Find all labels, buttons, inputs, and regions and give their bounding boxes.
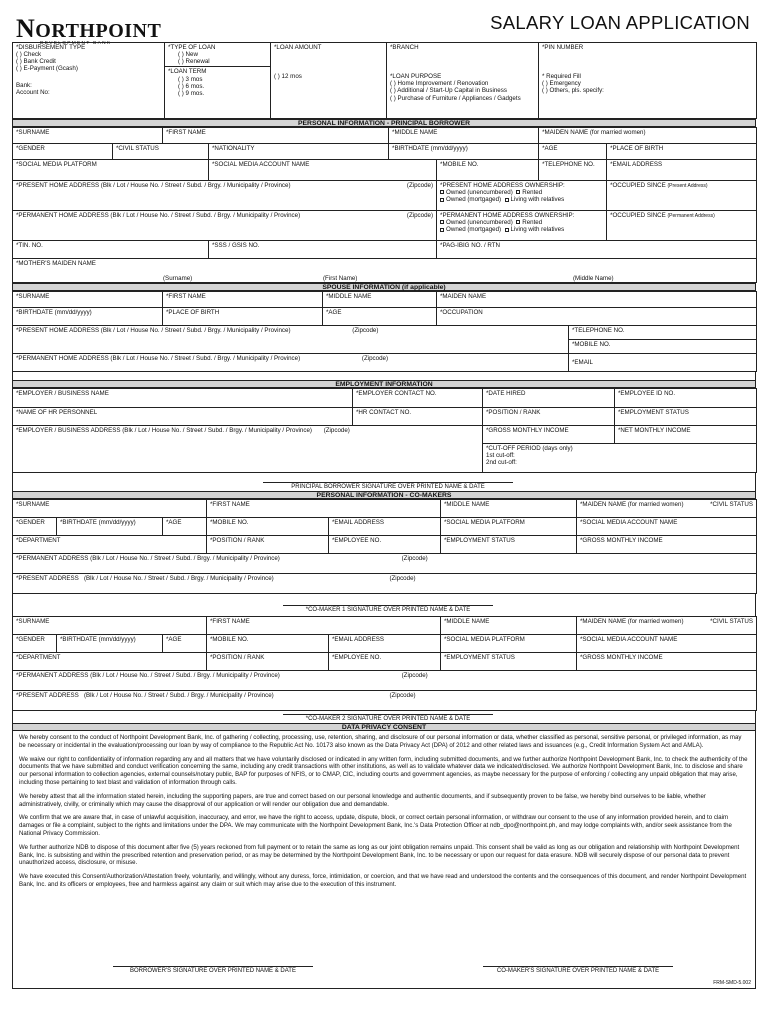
comaker2-department-field[interactable]: *DEPARTMENT [13,653,207,671]
gender-field[interactable]: *GENDER [13,144,113,160]
present-address-field[interactable]: *PRESENT HOME ADDRESS (Blk / Lot / House No. / Street / Subd. / Brgy. / Municipality / Province) (Zipcode) [13,181,437,211]
form-header [12,10,758,46]
sss-field[interactable]: *SSS / GSIS NO. [209,241,437,259]
privacy-paragraph: We further authorize NDB to dispose of this document after five (5) years reckoned from full payment or to retain the same as long as our joint obligation remains unpaid. This consent shall be valid as long as our obligation and relationship with Northpoint Development Bank, Inc. is subsisting and within the prescribed retention and preservation period, or as may be determined by the Northpoint Development Bank, Inc. to be necessary or upon our request for data erasure. NDB will securely dispose of our personal data to prevent unauthorized access, disclosure, or misuse. [19,843,740,867]
comaker1-signature-line[interactable]: *CO-MAKER 1 SIGNATURE OVER PRINTED NAME & DATE [283,605,493,614]
comaker2-social-account-field[interactable]: *SOCIAL MEDIA ACCOUNT NAME [577,635,757,653]
owned-unencumbered-checkbox[interactable] [440,190,444,194]
owned-mortgaged-checkbox[interactable] [440,198,444,202]
maiden-name-field[interactable]: *MAIDEN NAME (for married women) [539,128,757,144]
comaker1-present-address-field[interactable]: *PRESENT ADDRESS (Blk / Lot / House No. / Street / Subd. / Brgy. / Municipality / Province) (Zipcode) [13,574,757,594]
comaker1-department-field[interactable]: *DEPARTMENT [13,536,207,554]
birthdate-field[interactable]: *BIRTHDATE (mm/dd/yyyy) [389,144,539,160]
account-no-field[interactable]: Account No: [16,88,50,96]
purpose-home-option[interactable]: ( ) Home Improvement / Renovation [390,80,489,88]
employer-contact-field[interactable]: *EMPLOYER CONTACT NO. [353,389,483,408]
logo-text: ORTHPOINT [35,20,162,42]
comaker1-signature-area [12,594,756,616]
bank-field[interactable]: Bank: [16,81,32,89]
employer-name-field[interactable]: *EMPLOYER / BUSINESS NAME [13,389,353,408]
spouse-birthdate-field[interactable]: *BIRTHDATE (mm/dd/yyyy) [13,308,163,326]
purpose-business-option[interactable]: ( ) Additional / Start-Up Capital in Business [390,87,507,95]
spouse-phone-field[interactable] [569,326,757,354]
principal-signature-line[interactable]: PRINCIPAL BORROWER SIGNATURE OVER PRINTED NAME & DATE [263,482,513,491]
spouse-occupation-field[interactable]: *OCCUPATION [437,308,757,326]
spacer [12,372,756,380]
employment-section-title: EMPLOYMENT INFORMATION [12,380,756,388]
perm-owned-unencumbered-checkbox[interactable] [440,220,444,224]
privacy-paragraph: We confirm that we are aware that, in case of unlawful acquisition, inaccuracy, and error, we have the right to access, update, dispute, block, or correct certain personal information, or withdraw our consent to the use of any information provided herein, and to claim damages or file a complaint, subject to the rights and limitations under the DPA. We may communicate with the Northpoint Development Bank, Inc.'s Data Protection Officer at ndb_dpo@northpoint.ph, and may lodge complaints with, and/or seek assistance from the National Privacy Commission. [19,814,732,837]
spouse-age-field[interactable]: *AGE [323,308,437,326]
comaker1-mobile-field[interactable]: *MOBILE NO. [207,518,329,536]
social-account-field[interactable]: *SOCIAL MEDIA ACCOUNT NAME [209,160,437,181]
logo-subtext: DEVELOPMENT BANK [40,41,112,46]
comaker2-birthdate-field[interactable]: *BIRTHDATE (mm/dd/yyyy) [57,635,163,653]
logo-initial: N [16,14,36,43]
bank-logo [16,16,161,47]
purpose-others-option[interactable]: ( ) Others, pls. specify: [542,87,604,95]
spouse-maiden-name-field[interactable]: *MAIDEN NAME [437,292,757,308]
hr-contact-field[interactable]: *HR CONTACT NO. [353,408,483,426]
comaker2-maiden-civil-field[interactable]: *MAIDEN NAME (for married women) *CIVIL STATUS [577,617,757,635]
middle-name-field[interactable]: *MIDDLE NAME [389,128,539,144]
privacy-paragraph: We hereby consent to the conduct of Northpoint Development Bank, Inc. of gathering / collecting, processing, use, retention, sharing, and disclosure of our personal information or data, whether classified as personal, sensitive personal, or privileged information, as may be necessary or incidental in the evaluation/processing our loan by way of compliance to the Republic Act No. 10173 also known as the Data Privacy Act (DPA) of 2012 and other related laws and issuances (e.g., Credit Information System Act and AMLA). [19,734,742,749]
employment-status-field[interactable]: *EMPLOYMENT STATUS [615,408,757,426]
nationality-field[interactable]: *NATIONALITY [209,144,389,160]
renewal-option[interactable]: ( ) Renewal [178,58,210,66]
perm-living-relatives-checkbox[interactable] [505,228,509,232]
comaker2-employee-no-field[interactable]: *EMPLOYEE NO. [329,653,441,671]
date-hired-field[interactable]: *DATE HIRED [483,389,615,408]
comaker2-signature-area [12,711,756,723]
age-field[interactable]: *AGE [539,144,607,160]
pin-number-field[interactable]: *PIN NUMBER * Required Fill ( ) Emergency ( ) Others, pls. specify: [539,43,757,119]
comaker2-mobile-field[interactable]: *MOBILE NO. [207,635,329,653]
comaker2-permanent-address-field[interactable]: *PERMANENT ADDRESS (Blk / Lot / House No. / Street / Subd. / Brgy. / Municipality / Province) (Zipcode) [13,671,757,691]
comaker1-social-platform-field[interactable]: *SOCIAL MEDIA PLATFORM [441,518,577,536]
comaker1-middle-name-field[interactable]: *MIDDLE NAME [441,500,577,518]
spouse-permanent-address-field[interactable]: *PERMANENT HOME ADDRESS (Blk / Lot / House No. / Street / Subd. / Brgy. / Municipality / Province) (Zipcode) [13,354,569,372]
place-of-birth-field[interactable]: *PLACE OF BIRTH [607,144,757,160]
employment-section [12,388,757,473]
comaker2-social-platform-field[interactable]: *SOCIAL MEDIA PLATFORM [441,635,577,653]
comaker2-first-name-field[interactable]: *FIRST NAME [207,617,441,635]
spouse-mobile-field[interactable]: *MOBILE NO. [569,339,756,348]
comaker2-present-address-field[interactable]: *PRESENT ADDRESS (Blk / Lot / House No. / Street / Subd. / Brgy. / Municipality / Province) (Zipcode) [13,691,757,711]
mothers-maiden-name-field[interactable]: *MOTHER'S MAIDEN NAME (Surname) (First Name) (Middle Name) [13,259,757,283]
privacy-paragraph: We have executed this Consent/Authorization/Attestation freely, voluntarily, and willingly, without any duress, force, intimidation, or coercion, and that we have read and understood the contents and the consequences of this document, and render Northpoint Development Bank, Inc. and its officers or employees, free and harmless against any claim or suit which may arise due to the execution of this instrument. [19,873,747,888]
data-privacy-consent [12,731,756,989]
comaker2-surname-field[interactable]: *SURNAME [13,617,207,635]
comaker-section-title: PERSONAL INFORMATION - CO-MAKERS [12,491,756,499]
comaker-signature-line[interactable]: CO-MAKER'S SIGNATURE OVER PRINTED NAME & DATE [483,966,673,976]
comaker2-middle-name-field[interactable]: *MIDDLE NAME [441,617,577,635]
surname-field[interactable]: *SURNAME [13,128,163,144]
permanent-address-field[interactable]: *PERMANENT HOME ADDRESS (Blk / Lot / House No. / Street / Subd. / Brgy. / Municipality / Province) (Zipcode) [13,211,437,241]
comaker1-employee-no-field[interactable]: *EMPLOYEE NO. [329,536,441,554]
social-platform-field[interactable]: *SOCIAL MEDIA PLATFORM [13,160,209,181]
check-option[interactable]: ( ) Check [16,51,42,59]
purpose-furniture-option[interactable]: ( ) Purchase of Furniture / Appliances / Gadgets [390,94,521,102]
net-income-field[interactable]: *NET MONTHLY INCOME [615,426,757,444]
comaker1-email-field[interactable]: *EMAIL ADDRESS [329,518,441,536]
term-3-option[interactable]: ( ) 3 mos [178,75,203,83]
spouse-present-address-field[interactable]: *PRESENT HOME ADDRESS (Blk / Lot / House No. / Street / Subd. / Brgy. / Municipality / Province) (Zipcode) [13,326,569,354]
term-6-option[interactable]: ( ) 6 mos. [178,82,205,90]
living-relatives-checkbox[interactable] [505,198,509,202]
telephone-field[interactable]: *TELEPHONE NO. [539,160,607,181]
comaker2-employment-status-field[interactable]: *EMPLOYMENT STATUS [441,653,577,671]
loan-details-section [12,42,757,119]
comaker1-social-account-field[interactable]: *SOCIAL MEDIA ACCOUNT NAME [577,518,757,536]
comaker1-maiden-civil-field[interactable]: *MAIDEN NAME (for married women) *CIVIL STATUS [577,500,757,518]
comaker1-birthdate-field[interactable]: *BIRTHDATE (mm/dd/yyyy) [57,518,163,536]
spouse-section-title: SPOUSE INFORMATION (if applicable) [12,283,756,291]
spouse-email-field[interactable]: *EMAIL [569,354,757,372]
first-name-field[interactable]: *FIRST NAME [163,128,389,144]
new-option[interactable]: ( ) New [178,51,198,59]
principal-signature-area [12,473,756,491]
comaker1-gender-field[interactable]: *GENDER [13,518,57,536]
comaker-2-section [12,616,757,711]
spouse-first-name-field[interactable]: *FIRST NAME [163,292,323,308]
comaker2-position-field[interactable]: *POSITION / RANK [207,653,329,671]
pagibig-field[interactable]: *PAG-IBIG NO. / RTN [437,241,757,259]
term-12-option[interactable]: ( ) 12 mos [274,73,302,81]
type-of-loan-field[interactable]: *TYPE OF LOAN ( ) New ( ) Renewal *LOAN TERM ( ) 3 mos ( ) 6 mos. ( ) 9 mos. [165,43,271,119]
occupied-since-present-field[interactable]: *OCCUPIED SINCE (Present Address) [607,181,757,211]
present-ownership-field[interactable]: *PRESENT HOME ADDRESS OWNERSHIP: Owned (unencumbered) Rented Owned (mortgaged) Living with relatives [437,181,607,211]
spouse-telephone-field[interactable]: *TELEPHONE NO. [572,327,625,334]
principal-borrower-section [12,127,757,283]
required-fill-note: * Required Fill [542,73,581,81]
principal-section-title: PERSONAL INFORMATION - PRINCIPAL BORROWER [12,119,756,127]
loan-amount-field[interactable]: *LOAN AMOUNT ( ) 12 mos [271,43,387,119]
comaker-1-section [12,499,757,594]
epayment-option[interactable]: ( ) E-Payment (Gcash) [16,65,78,73]
spouse-surname-field[interactable]: *SURNAME [13,292,163,308]
borrower-signature-line[interactable]: BORROWER'S SIGNATURE OVER PRINTED NAME & DATE [113,966,313,976]
rented-checkbox[interactable] [516,190,520,194]
comaker1-position-field[interactable]: *POSITION / RANK [207,536,329,554]
comaker2-age-field[interactable]: *AGE [163,635,207,653]
mobile-field[interactable]: *MOBILE NO. [437,160,539,181]
bank-credit-option[interactable]: ( ) Bank Credit [16,58,56,66]
spouse-place-of-birth-field[interactable]: *PLACE OF BIRTH [163,308,323,326]
permanent-ownership-field[interactable]: *PERMANENT HOME ADDRESS OWNERSHIP: Owned (unencumbered) Rented Owned (mortgaged) Living with relatives [437,211,607,241]
employee-id-field[interactable]: *EMPLOYEE ID NO. [615,389,757,408]
form-code: FRM-SMD-5.002 [713,979,751,986]
privacy-paragraph: We waive our right to confidentiality of information regarding any and all matters that we have voluntarily disclosed or indicated in any written form, including submitted documents, and we further authorize Northpoint Development Bank, Inc. to check the authenticity of the documents that we have submitted and conduct verification concerning the same, including any credit transactions with other institutions, as well as to validate whatever data we indicated/disclosed. We authorize Northpoint Development Bank, Inc. to disclose and share our personal information to collection agencies, external counsels/notary public, BAP for purposes of NFIS, or to CMAP, CIC, including courts and government agencies, as maybe necessary for the purpose of enforcing / collecting any unpaid obligation that may arise, including those pertaining to text blast and validation of information through calls. [19,755,748,786]
spouse-middle-name-field[interactable]: *MIDDLE NAME [323,292,437,308]
hr-personnel-field[interactable]: *NAME OF HR PERSONNEL [13,408,353,426]
email-field[interactable]: *EMAIL ADDRESS [607,160,757,181]
comaker1-employment-status-field[interactable]: *EMPLOYMENT STATUS [441,536,577,554]
form-title: SALARY LOAN APPLICATION [490,12,750,33]
comaker1-permanent-address-field[interactable]: *PERMANENT ADDRESS (Blk / Lot / House No. / Street / Subd. / Brgy. / Municipality / Province) (Zipcode) [13,554,757,574]
branch-field[interactable]: *BRANCH *LOAN PURPOSE ( ) Home Improvement / Renovation ( ) Additional / Start-Up Capital in Business ( ) Purchase of Furniture / Appliances / Gadgets [387,43,539,119]
comaker2-email-field[interactable]: *EMAIL ADDRESS [329,635,441,653]
comaker1-age-field[interactable]: *AGE [163,518,207,536]
gross-income-field[interactable]: *GROSS MONTHLY INCOME [483,426,615,444]
perm-owned-mortgaged-checkbox[interactable] [440,228,444,232]
civil-status-field[interactable]: *CIVIL STATUS [113,144,209,160]
tin-field[interactable]: *TIN. NO. [13,241,209,259]
comaker2-gross-income-field[interactable]: *GROSS MONTHLY INCOME [577,653,757,671]
disbursement-type-field[interactable]: *DISBURSEMENT TYPE ( ) Check ( ) Bank Credit ( ) E-Payment (Gcash) Bank: Account No: [13,43,165,119]
occupied-since-permanent-field[interactable]: *OCCUPIED SINCE (Permanent Address) [607,211,757,241]
term-9-option[interactable]: ( ) 9 mos. [178,89,205,97]
employer-address-field[interactable]: *EMPLOYER / BUSINESS ADDRESS (Blk / Lot / House No. / Street / Subd. / Brgy. / Municipality / Province) (Zipcode) [13,426,483,473]
purpose-emergency-option[interactable]: ( ) Emergency [542,80,581,88]
comaker1-surname-field[interactable]: *SURNAME [13,500,207,518]
perm-rented-checkbox[interactable] [516,220,520,224]
comaker2-signature-line[interactable]: *CO-MAKER 2 SIGNATURE OVER PRINTED NAME & DATE [283,714,493,723]
privacy-section-title: DATA PRIVACY CONSENT [12,723,756,731]
cutoff-period-field[interactable]: *CUT-OFF PERIOD (days only) 1st cut-off: 2nd cut-off: [483,444,757,473]
privacy-paragraph: We hereby attest that all the information stated herein, including the supporting papers, are true and correct based on our personal knowledge and authentic documents, and if subsequently proven to be false, we hereby bind ourselves to be liable, whether administratively, civilly, or criminally which may cause the disapproval of our application or will render our obligation due and demandable. [19,792,706,808]
position-field[interactable]: *POSITION / RANK [483,408,615,426]
comaker1-gross-income-field[interactable]: *GROSS MONTHLY INCOME [577,536,757,554]
spouse-section [12,291,757,372]
comaker2-gender-field[interactable]: *GENDER [13,635,57,653]
comaker1-first-name-field[interactable]: *FIRST NAME [207,500,441,518]
